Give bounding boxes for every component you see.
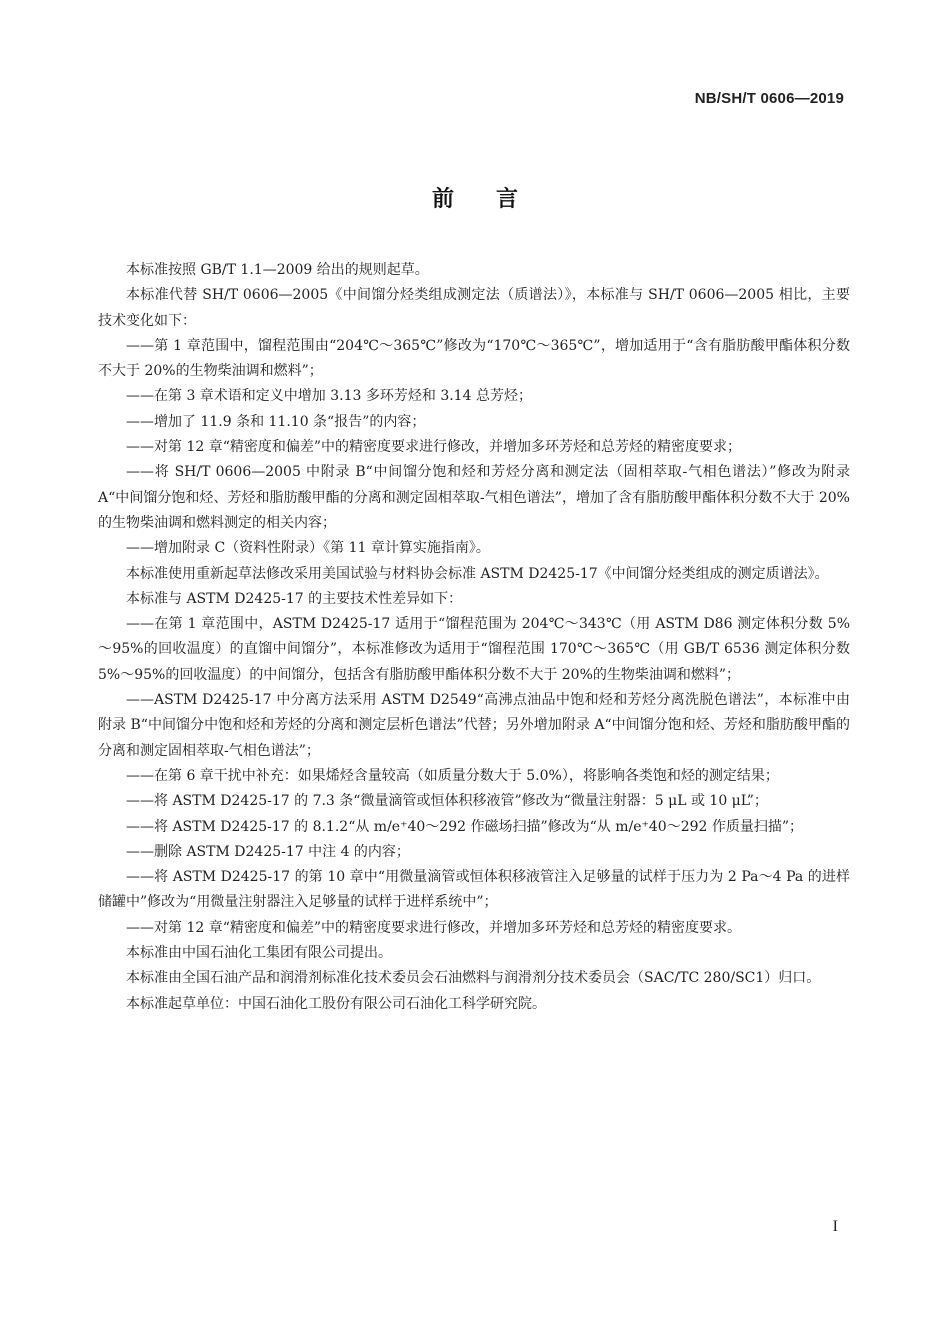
page-number: I	[832, 1218, 838, 1235]
paragraph: ——增加了 11.9 条和 11.10 条“报告”的内容；	[126, 413, 426, 430]
paragraph: ——删除 ASTM D2425-17 中注 4 的内容；	[126, 843, 410, 860]
paragraph: ——对第 12 章“精密度和偏差”中的精密度要求进行修改，并增加多环芳烃和总芳烃的精密度要求；	[126, 439, 742, 456]
paragraph: ——将 ASTM D2425-17 的 8.1.2“从 m/e⁺40～292 作磁场扫描”修改为“从 m/e⁺40～292 作质量扫描”；	[126, 818, 804, 835]
paragraph: ——将 ASTM D2425-17 的第 10 章中“用微量滴管或恒体积移液管注入足够量的试样于压力为 2 Pa～4 Pa 的进样储罐中”修改为“用微量注射器注入足够量的试样于进样系统中”；	[98, 869, 850, 911]
paragraph: 本标准由中国石油化工集团有限公司提出。	[126, 945, 392, 962]
paragraph: 本标准代替 SH/T 0606—2005《中间馏分烃类组成测定法（质谱法）》，本标准与 SH/T 0606—2005 相比，主要技术变化如下：	[98, 287, 850, 329]
paragraph: ——将 SH/T 0606—2005 中附录 B“中间馏分饱和烃和芳烃分离和测定法（固相萃取-气相色谱法）”修改为附录 A“中间馏分饱和烃、芳烃和脂肪酸甲酯的分离和测定固相萃取-气相色谱法”，增加了含有脂肪酸甲酯体积分数不大于 20%的生物柴油调和燃料测定的相关内容；	[98, 464, 850, 531]
paragraph: ——在第 3 章术语和定义中增加 3.13 多环芳烃和 3.14 总芳烃；	[126, 388, 532, 405]
paragraph: 本标准使用重新起草法修改采用美国试验与材料协会标准 ASTM D2425-17《中间馏分烃类组成的测定质谱法》。	[126, 565, 829, 582]
paragraph: 本标准与 ASTM D2425-17 的主要技术性差异如下：	[126, 590, 463, 607]
foreword-body	[98, 258, 850, 1017]
paragraph: ——增加附录 C（资料性附录）《第 11 章计算实施指南》。	[126, 540, 490, 557]
page-title: 前言	[431, 187, 560, 212]
paragraph: 本标准起草单位：中国石油化工股份有限公司石油化工科学研究院。	[126, 995, 546, 1012]
paragraph: ——第 1 章范围中，馏程范围由“204℃～365℃”修改为“170℃～365℃”，增加适用于“含有脂肪酸甲酯体积分数不大于 20%的生物柴油调和燃料”；	[98, 337, 850, 380]
paragraph: ——将 ASTM D2425-17 的 7.3 条“微量滴管或恒体积移液管”修改为“微量注射器：5 μL 或 10 μL”；	[126, 793, 768, 810]
paragraph: ——对第 12 章“精密度和偏差”中的精密度要求进行修改，并增加多环芳烃和总芳烃的精密度要求。	[126, 919, 742, 936]
paragraph: ——在第 6 章干扰中补充：如果烯烃含量较高（如质量分数大于 5.0%），将影响各类饱和烃的测定结果；	[126, 767, 779, 784]
paragraph: ——在第 1 章范围中，ASTM D2425-17 适用于“馏程范围为 204℃～343℃（用 ASTM D86 测定体积分数 5%～95%的回收温度）的直馏中间馏分”，本标准修改为适用于“馏程范围 170℃～365℃（用 GB/T 6536 测定体积分数 5%～95%的回收温度）的中间馏分，包括含有脂肪酸甲酯体积分数不大于 20%的生物柴油调和燃料”；	[98, 616, 850, 683]
paragraph: ——ASTM D2425-17 中分离方法采用 ASTM D2549“高沸点油品中饱和烃和芳烃分离洗脱色谱法”，本标准中由附录 B“中间馏分中饱和烃和芳烃的分离和测定层析色谱法”代替；另外增加附录 A“中间馏分饱和烃、芳烃和脂肪酸甲酯的分离和测定固相萃取-气相色谱法”；	[98, 692, 850, 759]
standard-code: NB/SH/T 0606—2019	[694, 90, 844, 107]
paragraph: 本标准由全国石油产品和润滑剂标准化技术委员会石油燃料与润滑剂分技术委员会（SAC/TC 280/SC1）归口。	[126, 970, 821, 987]
paragraph: 本标准按照 GB/T 1.1—2009 给出的规则起草。	[126, 262, 429, 278]
